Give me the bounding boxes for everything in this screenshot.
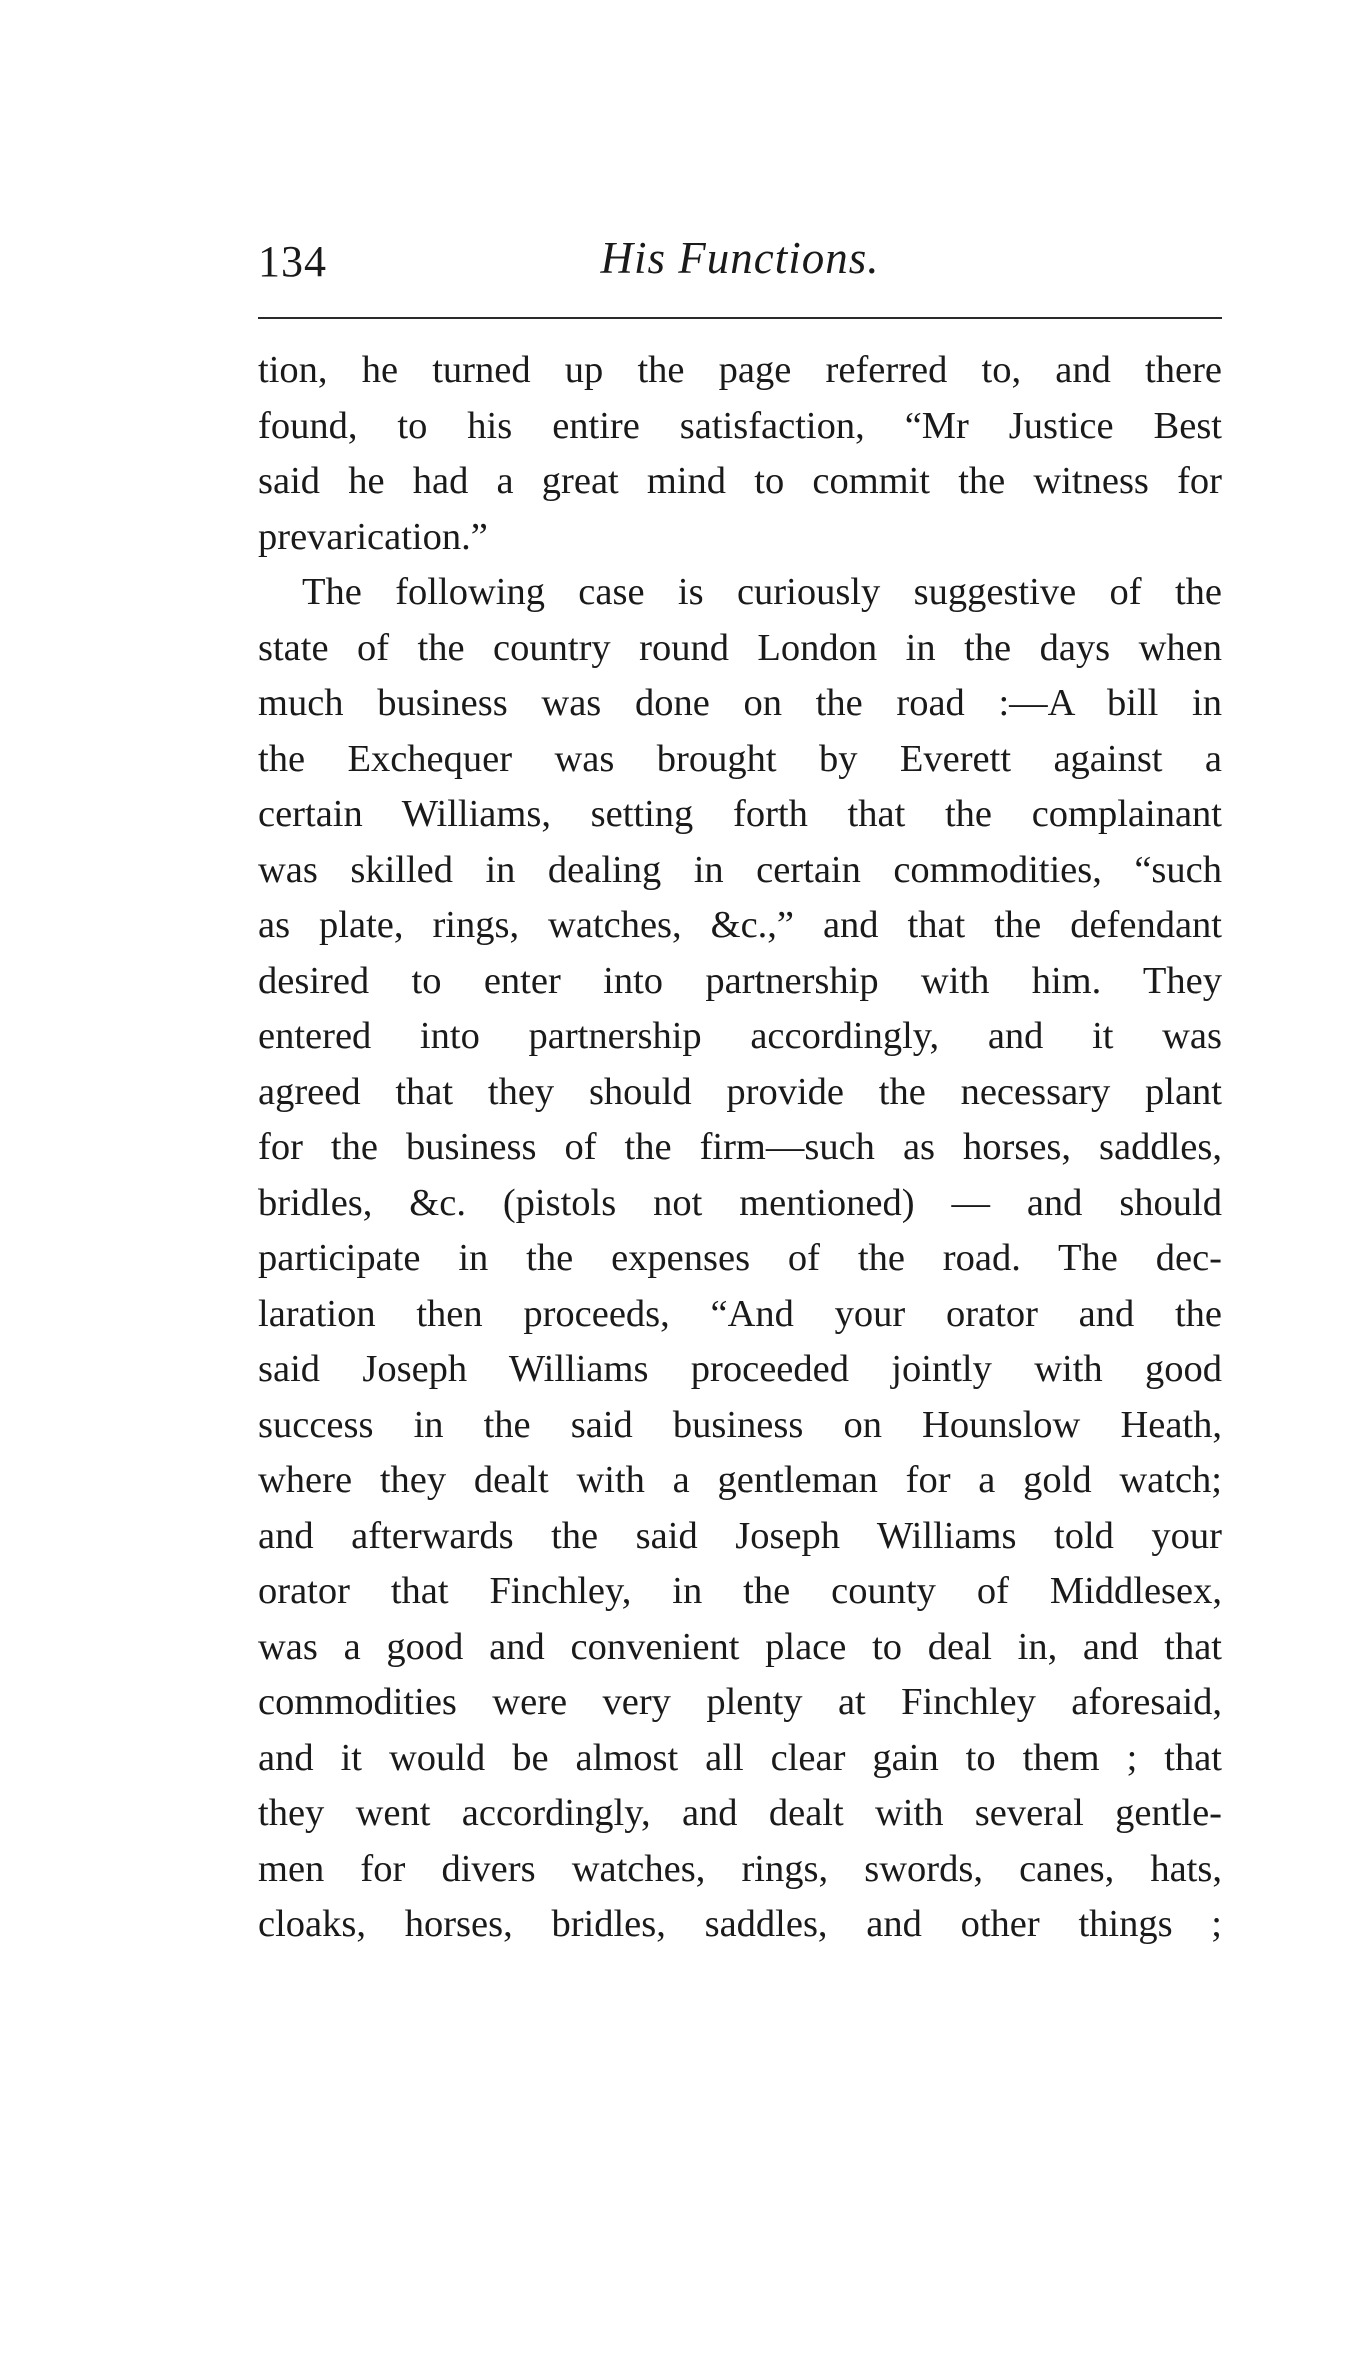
text-line: orator that Finchley, in the county of Middlesex, <box>258 1570 1222 1612</box>
body-text <box>258 343 1222 1953</box>
text-line: tion, he turned up the page referred to, and there <box>258 349 1222 391</box>
text-line: participate in the expenses of the road. The dec- <box>258 1237 1222 1279</box>
text-line: agreed that they should provide the necessary plant <box>258 1070 1222 1113</box>
text-line: said Joseph Williams proceeded jointly with good <box>258 1348 1222 1390</box>
text-line: certain Williams, setting forth that the complainant <box>258 793 1222 835</box>
text-line: was a good and convenient place to deal in, and that <box>258 1625 1222 1668</box>
text-line: and it would be almost all clear gain to them ; that <box>258 1736 1222 1779</box>
text-line: said he had a great mind to commit the witness for <box>258 460 1222 502</box>
text-line: was skilled in dealing in certain commodities, “such <box>258 848 1222 891</box>
text-line: men for divers watches, rings, swords, canes, hats, <box>258 1847 1222 1890</box>
text-line: found, to his entire satisfaction, “Mr Justice Best <box>258 404 1222 447</box>
page-header <box>258 228 1222 298</box>
header-rule <box>258 317 1222 319</box>
text-line: The following case is curiously suggestive of the <box>302 571 1222 613</box>
text-line: commodities were very plenty at Finchley aforesaid, <box>258 1681 1222 1723</box>
text-line: and afterwards the said Joseph Williams told your <box>258 1514 1222 1557</box>
text-line: cloaks, horses, bridles, saddles, and other things ; <box>258 1903 1222 1945</box>
text-line: as plate, rings, watches, &c.,” and that the defendant <box>258 904 1222 946</box>
text-line: they went accordingly, and dealt with several gentle- <box>258 1792 1222 1834</box>
running-head: His Functions. <box>600 233 880 283</box>
text-line: for the business of the firm—such as horses, saddles, <box>258 1126 1222 1168</box>
page-number: 134 <box>258 237 327 286</box>
text-line: desired to enter into partnership with him. They <box>258 959 1222 1002</box>
text-line: entered into partnership accordingly, and it was <box>258 1015 1222 1057</box>
text-line: the Exchequer was brought by Everett against a <box>258 737 1222 780</box>
text-line: prevarication.” <box>258 515 488 558</box>
text-line: laration then proceeds, “And your orator and the <box>258 1292 1222 1335</box>
text-line: where they dealt with a gentleman for a gold watch; <box>258 1459 1222 1501</box>
text-line: state of the country round London in the days when <box>258 626 1222 669</box>
text-line: success in the said business on Hounslow Heath, <box>258 1403 1222 1446</box>
text-line: bridles, &c. (pistols not mentioned) — and should <box>258 1181 1222 1224</box>
text-line: much business was done on the road :—A bill in <box>258 682 1222 724</box>
